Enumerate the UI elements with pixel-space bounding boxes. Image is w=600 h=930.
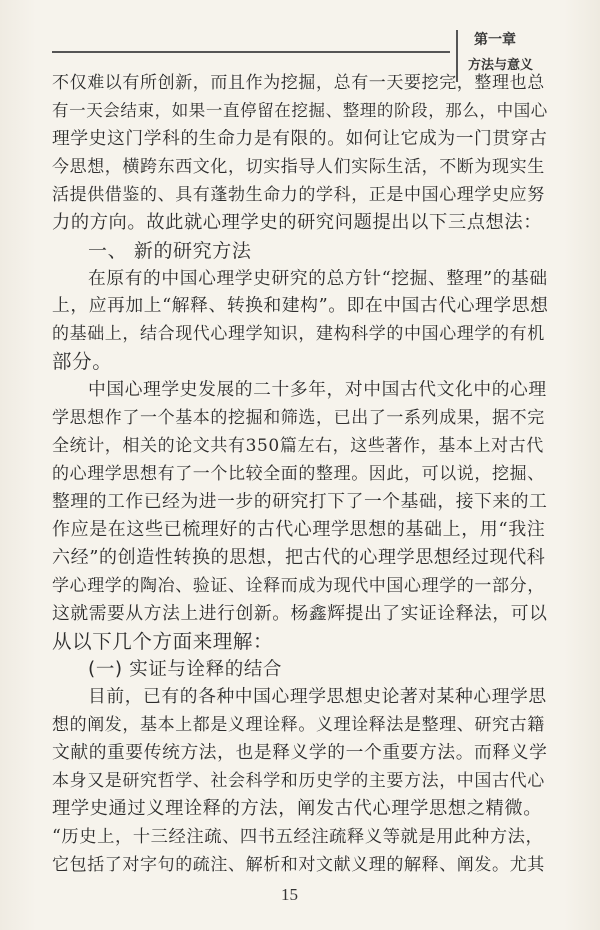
body-line: 上，应再加上“解释、转换和建构”。即在中国古代心理学思想 [52,296,549,316]
body-line: “历史上，十三经注疏、四书五经注疏释义等就是用此种方法， [52,827,544,847]
body-line: 理学史通过义理诠释的方法，阐发古代心理学思想之精微。 [52,798,543,819]
body-line: 力的方向。故此就心理学史的研究问题提出以下三点想法： [52,212,543,233]
body-line: 整理的工作已经为进一步的研究打下了一个基础，接下来的工 [52,492,548,512]
body-line: 它包括了对字句的疏注、解析和对文献义理的解释、阐发。尤其 [52,855,545,875]
body-line: 目前，已有的各种中国心理学思想史论著对某种心理学思 [88,687,547,707]
chapter-heading: 第一章 [474,32,516,48]
body-line: 学思想作了一个基本的挖掘和筛选，已出了一系列成果，据不完 [52,408,545,428]
body-line: 作应是在这些已梳理好的古代心理学思想的基础上，用“我注 [52,519,546,540]
body-line: 的心理学思想有了一个比较全面的整理。因此，可以说，挖掘、 [52,464,545,484]
body-line: 这就需要从方法上进行创新。杨鑫辉提出了实证诠释法，可以 [52,604,548,624]
body-line: 活提供借鉴的、具有蓬勃生命力的学科，正是中国心理学史应努 [52,185,545,205]
header-rule [52,51,450,53]
body-line: 不仅难以有所创新，而且作为挖掘，总有一天要挖完，整理也总 [52,73,545,93]
body-line: 从以下几个方面来理解： [52,630,274,653]
section-heading: 一、 新的研究方法 [88,240,252,262]
body-line: 学心理学的陶冶、验证、诠释而成为现代中国心理学的一部分， [52,576,545,596]
body-line: 的基础上，结合现代心理学知识，建构科学的中国心理学的有机 [52,324,545,344]
body-line: 理学史这门学科的生命力是有限的。如何让它成为一门贯穿古 [52,129,548,149]
body-line: 部分。 [52,350,113,373]
chapter-subtitle: 方法与意义 [468,58,534,73]
page-number: 15 [281,885,298,904]
body-line: 本身又是研究哲学、社会科学和历史学的主要方法，中国古代心 [52,771,545,791]
body-line: 中国心理学史发展的二十多年，对中国古代文化中的心理 [88,380,547,400]
body-line: 六经”的创造性转换的思想，把古代的心理学思想经过现代科 [52,547,546,568]
subsection-heading: (一) 实证与诠释的结合 [88,659,283,680]
body-line: 今思想，横跨东西文化，切实指导人们实际生活，不断为现实生 [52,157,545,177]
body-line: 在原有的中国心理学史研究的总方针“挖掘、整理”的基础 [88,269,548,289]
body-line: 想的阐发，基本上都是义理诠释。义理诠释法是整理、研究古籍 [52,715,545,735]
body-line: 全统计，相关的论文共有350篇左右，这些著作，基本上对古代 [52,436,544,456]
body-line: 文献的重要传统方法，也是释义学的一个重要方法。而释义学 [52,743,548,763]
body-line: 有一天会结束，如果一直停留在挖掘、整理的阶段，那么，中国心 [52,101,548,120]
